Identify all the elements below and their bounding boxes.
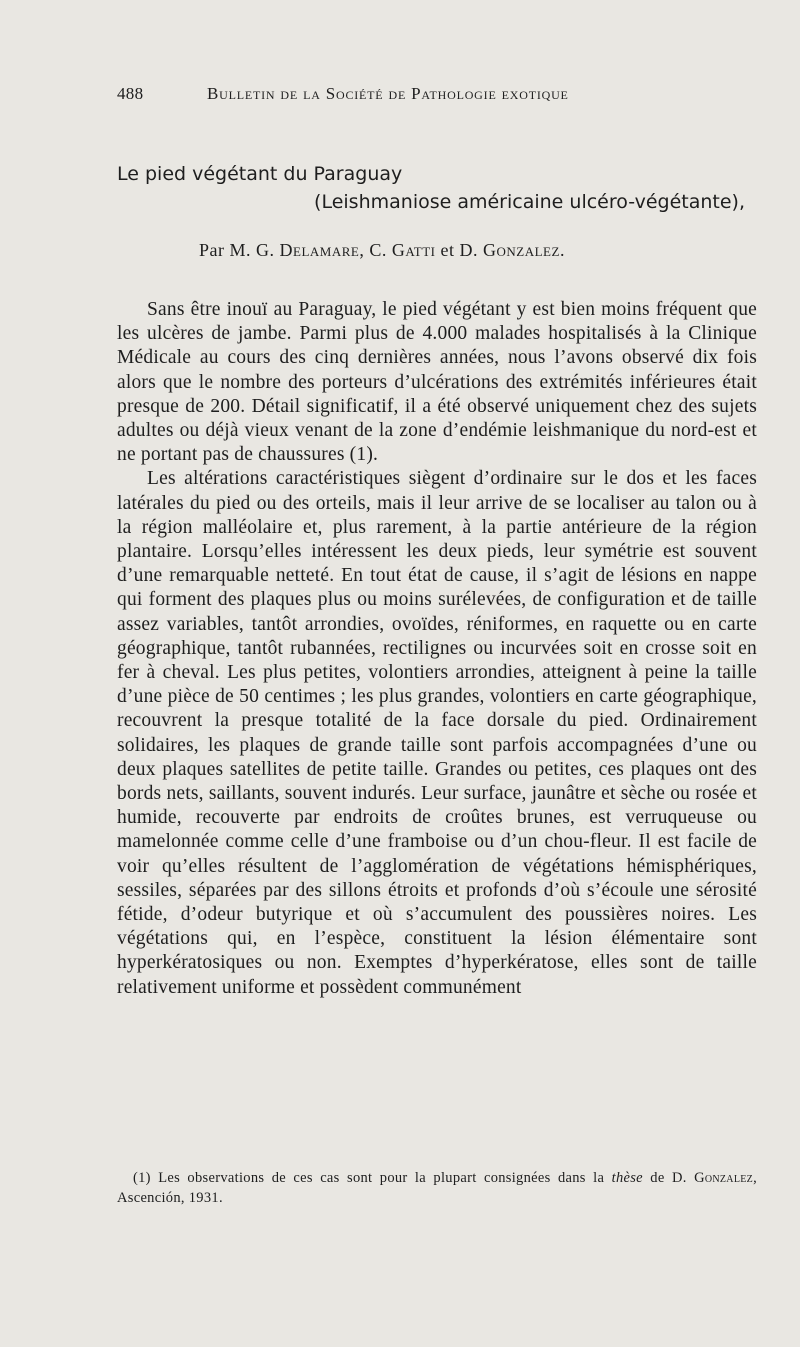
footnote-tail: , Ascención, 1931. bbox=[117, 1170, 757, 1206]
authors-separator-2: et D. bbox=[435, 240, 479, 260]
article-authors bbox=[199, 240, 565, 261]
footnote-de: de D. bbox=[642, 1170, 695, 1186]
authors-separator-1: , C. bbox=[359, 240, 387, 260]
authors-end: . bbox=[559, 240, 565, 260]
footnote bbox=[117, 1168, 757, 1208]
article-title-line-1: Le pied végétant du Paraguay bbox=[117, 163, 403, 185]
footnote-these: thèse bbox=[611, 1170, 643, 1186]
authors-prefix: Par M. G. bbox=[199, 240, 275, 260]
author-delamare: Delamare bbox=[279, 240, 360, 260]
journal-title: Bulletin de la Société de Pathologie exotique bbox=[207, 84, 569, 103]
article-title-line-2: (Leishmaniose américaine ulcéro-végétante), bbox=[314, 191, 745, 213]
paragraph-2: Les altérations caractéristiques siègent d’ordinaire sur le dos et les faces latérales du pied ou des orteils, mais il leur arrive de se localiser au talon ou à la région malléolaire et, plus rarement, à la partie antérieure de la région plantaire. Lorsqu’elles intéressent les deux pieds, leur symétrie est souvent d’une remarquable netteté. En tout état de cause, il s’agit de lésions en nappe qui forment des plaques plus ou moins surélevées, de configuration et de taille assez variables, tantôt arrondies, ovoïdes, réniformes, en raquette ou en carte géographique, tantôt rubannées, rectilignes ou incurvées soit en crosse soit en fer à cheval. Les plus petites, volontiers arrondies, atteignent à peine la taille d’une pièce de 50 centimes ; les plus grandes, volontiers en carte géographique, recouvrent la presque totalité de la face dorsale du pied. Ordinairement solidaires, les plaques de grande taille sont parfois accompagnées d’une ou deux plaques satellites de petite taille. Grandes ou petites, ces plaques ont des bords nets, saillants, souvent indurés. Leur surface, jaunâtre et sèche ou rosée et humide, recouverte par endroits de croûtes brunes, est verruqueuse ou mamelonnée comme celle d’une framboise ou d’un chou-fleur. Il est facile de voir qu’elles résultent de l’agglomération de végétations hémisphériques, sessiles, séparées par des sillons étroits et profonds d’où s’écoule une sérosité fétide, d’odeur butyrique et où s’accumulent des poussières noires. Les végétations qui, en l’espèce, constituent la lésion élémentaire sont hyperkératosiques ou non. Exemptes d’hyperkératose, elles sont de taille relativement uniforme et possèdent communément bbox=[117, 468, 757, 998]
article-body bbox=[117, 298, 757, 1000]
author-gatti: Gatti bbox=[391, 240, 436, 260]
author-gonzalez: Gonzalez bbox=[483, 240, 560, 260]
article-title bbox=[117, 160, 757, 216]
paragraph-1: Sans être inouï au Paraguay, le pied végétant y est bien moins fréquent que les ulcères de jambe. Parmi plus de 4.000 malades hospitalisés à la Clinique Médicale au cours des cinq dernières années, nous l’avons observé dix fois alors que le nombre des porteurs d’ulcérations des extrémités inférieures était presque de 200. Détail significatif, il a été observé uniquement chez des sujets adultes ou déjà vieux venant de la zone d’endémie leishmanique du nord-est et ne portant pas de chaussures (1). bbox=[117, 299, 757, 466]
footnote-author: Gonzalez bbox=[694, 1170, 754, 1186]
footnote-lead: (1) Les observations de ces cas sont pour la plupart consignées dans la bbox=[133, 1170, 605, 1186]
footnote-1 bbox=[117, 1168, 757, 1208]
page-number: 488 bbox=[117, 84, 144, 103]
